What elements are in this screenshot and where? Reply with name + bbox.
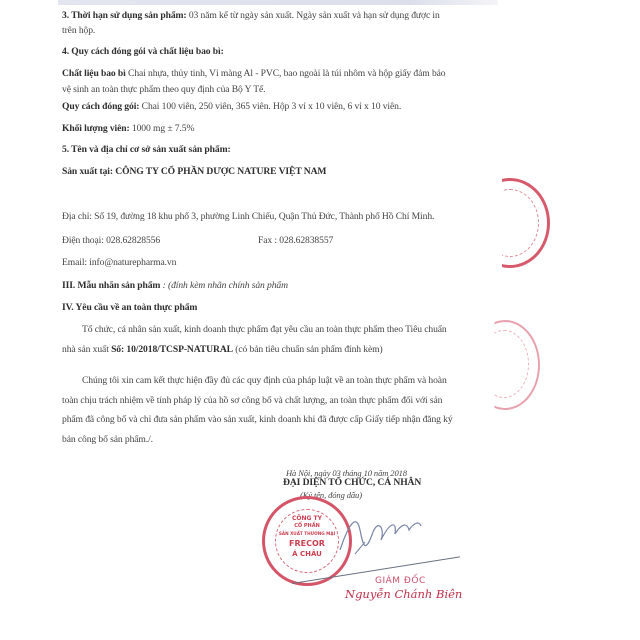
stamp-line-3: SẢN XUẤT THƯƠNG MẠI xyxy=(278,531,336,536)
section-iv-p2-line2: toàn chịu trách nhiệm về tính pháp lý của hồ sơ công bố và chất lượng, an toàn thực phẩm đối với sản xyxy=(62,395,443,406)
section-iv-p2-line1: Chúng tôi xin cam kết thực hiện đầy đủ các quy định của pháp luật về an toàn thực phẩm và hoàn xyxy=(82,375,447,386)
company-stamp-partial-top xyxy=(470,178,550,268)
company-stamp-partial-middle xyxy=(470,320,540,410)
tablet-weight xyxy=(62,123,194,135)
section-iv-p1-line1: Tổ chức, cá nhân sản xuất, kinh doanh thực phẩm đạt yêu cầu an toàn thực phẩm theo Tiêu chuẩn xyxy=(82,324,447,335)
section-3-text-cont: trên hộp. xyxy=(62,25,96,36)
stamp-inner-ring xyxy=(481,189,539,257)
section-iv-p2-line4: bản công bố sản phẩm./. xyxy=(62,434,153,445)
section-3-label: 3. Thời hạn sử dụng sản phẩm: xyxy=(62,10,187,21)
packaging-material-label: Chất liệu bao bì xyxy=(62,68,126,79)
section-iii-label-sample xyxy=(62,280,288,292)
tablet-weight-text: 1000 mg ± 7.5% xyxy=(129,123,195,134)
section-iv-heading: IV. Yêu cầu về an toàn thực phẩm xyxy=(62,302,198,313)
packaging-material xyxy=(62,68,446,80)
manufacturer-email: Email: info@naturepharma.vn xyxy=(62,257,177,268)
manufacturer xyxy=(62,166,326,178)
section-iii-text: : (đính kèm nhãn chính sản phẩm xyxy=(160,280,288,291)
director-name: Nguyễn Chánh Biên xyxy=(345,587,463,601)
manufacturer-address: Địa chỉ: Số 19, đường 18 khu phố 3, phường Linh Chiểu, Quận Thủ Đức, Thành phố Hồ Chí Minh. xyxy=(62,211,435,222)
packaging-material-text: Chai nhựa, thủy tinh, Vỉ màng Al - PVC, bao ngoài là túi nhôm và hộp giấy đảm bảo xyxy=(125,68,446,79)
manufacturer-phone: Điện thoại: 028.62828556 xyxy=(62,235,161,246)
sign-instruction: (Ký tên, đóng dấu) xyxy=(300,490,362,500)
standard-suffix: (có bản tiêu chuẩn sản phẩm đính kèm) xyxy=(232,344,383,355)
manufacturer-fax: Fax : 028.62838557 xyxy=(258,235,334,246)
section-3-text: 03 năm kể từ ngày sản xuất. Ngày sản xuất và hạn sử dụng được in xyxy=(186,10,440,21)
stamp-line-5: Á CHÂU xyxy=(292,550,322,558)
packing-spec xyxy=(62,101,401,113)
packing-spec-text: Chai 100 viên, 250 viên, 365 viên. Hộp 3 vỉ x 10 viên, 6 vỉ x 10 viên. xyxy=(139,101,402,112)
stamp-line-2: CỔ PHẦN xyxy=(294,523,320,529)
section-4-heading: 4. Quy cách đóng gói và chất liệu bao bì: xyxy=(62,46,224,57)
tablet-weight-label: Khối lượng viên: xyxy=(62,123,130,134)
section-iii-label: III. Mẫu nhãn sản phẩm xyxy=(62,280,161,291)
date-line: Hà Nội, ngày 03 tháng 10 năm 2018 xyxy=(286,468,407,478)
scan-top-edge xyxy=(58,0,498,5)
standard-number: Số: 10/2018/TCSP-NATURAL xyxy=(111,344,233,355)
manufacturer-label: Sản xuất tại: xyxy=(62,166,113,177)
stamp-line-4: FRECOR xyxy=(289,539,325,548)
section-3-shelf-life xyxy=(62,10,440,22)
section-5-heading: 5. Tên và địa chỉ cơ sở sản xuất sản phẩm: xyxy=(62,144,231,155)
packing-spec-label: Quy cách đóng gói: xyxy=(62,101,140,112)
section-iv-p1-line2 xyxy=(62,344,383,356)
stamp-inner-ring xyxy=(479,330,529,398)
director-title: GIÁM ĐỐC xyxy=(375,576,426,586)
packaging-material-cont: vệ sinh an toàn thực phẩm theo quy định của Bộ Y Tế. xyxy=(62,84,266,95)
representative-title: ĐẠI DIỆN TỔ CHỨC, CÁ NHÂN xyxy=(283,477,422,488)
standard-prefix: nhà sản xuất xyxy=(62,344,112,355)
stamp-line-1: CÔNG TY xyxy=(292,515,322,522)
handwritten-signature xyxy=(335,510,425,560)
section-iv-p2-line3: phẩm đã công bố và chỉ đưa sản phẩm vào sản xuất, kinh doanh khi đã được cấp Giấy tiếp nhận đăng ký xyxy=(62,414,453,425)
manufacturer-name: CÔNG TY CỔ PHẦN DƯỢC NATURE VIỆT NAM xyxy=(112,166,327,177)
